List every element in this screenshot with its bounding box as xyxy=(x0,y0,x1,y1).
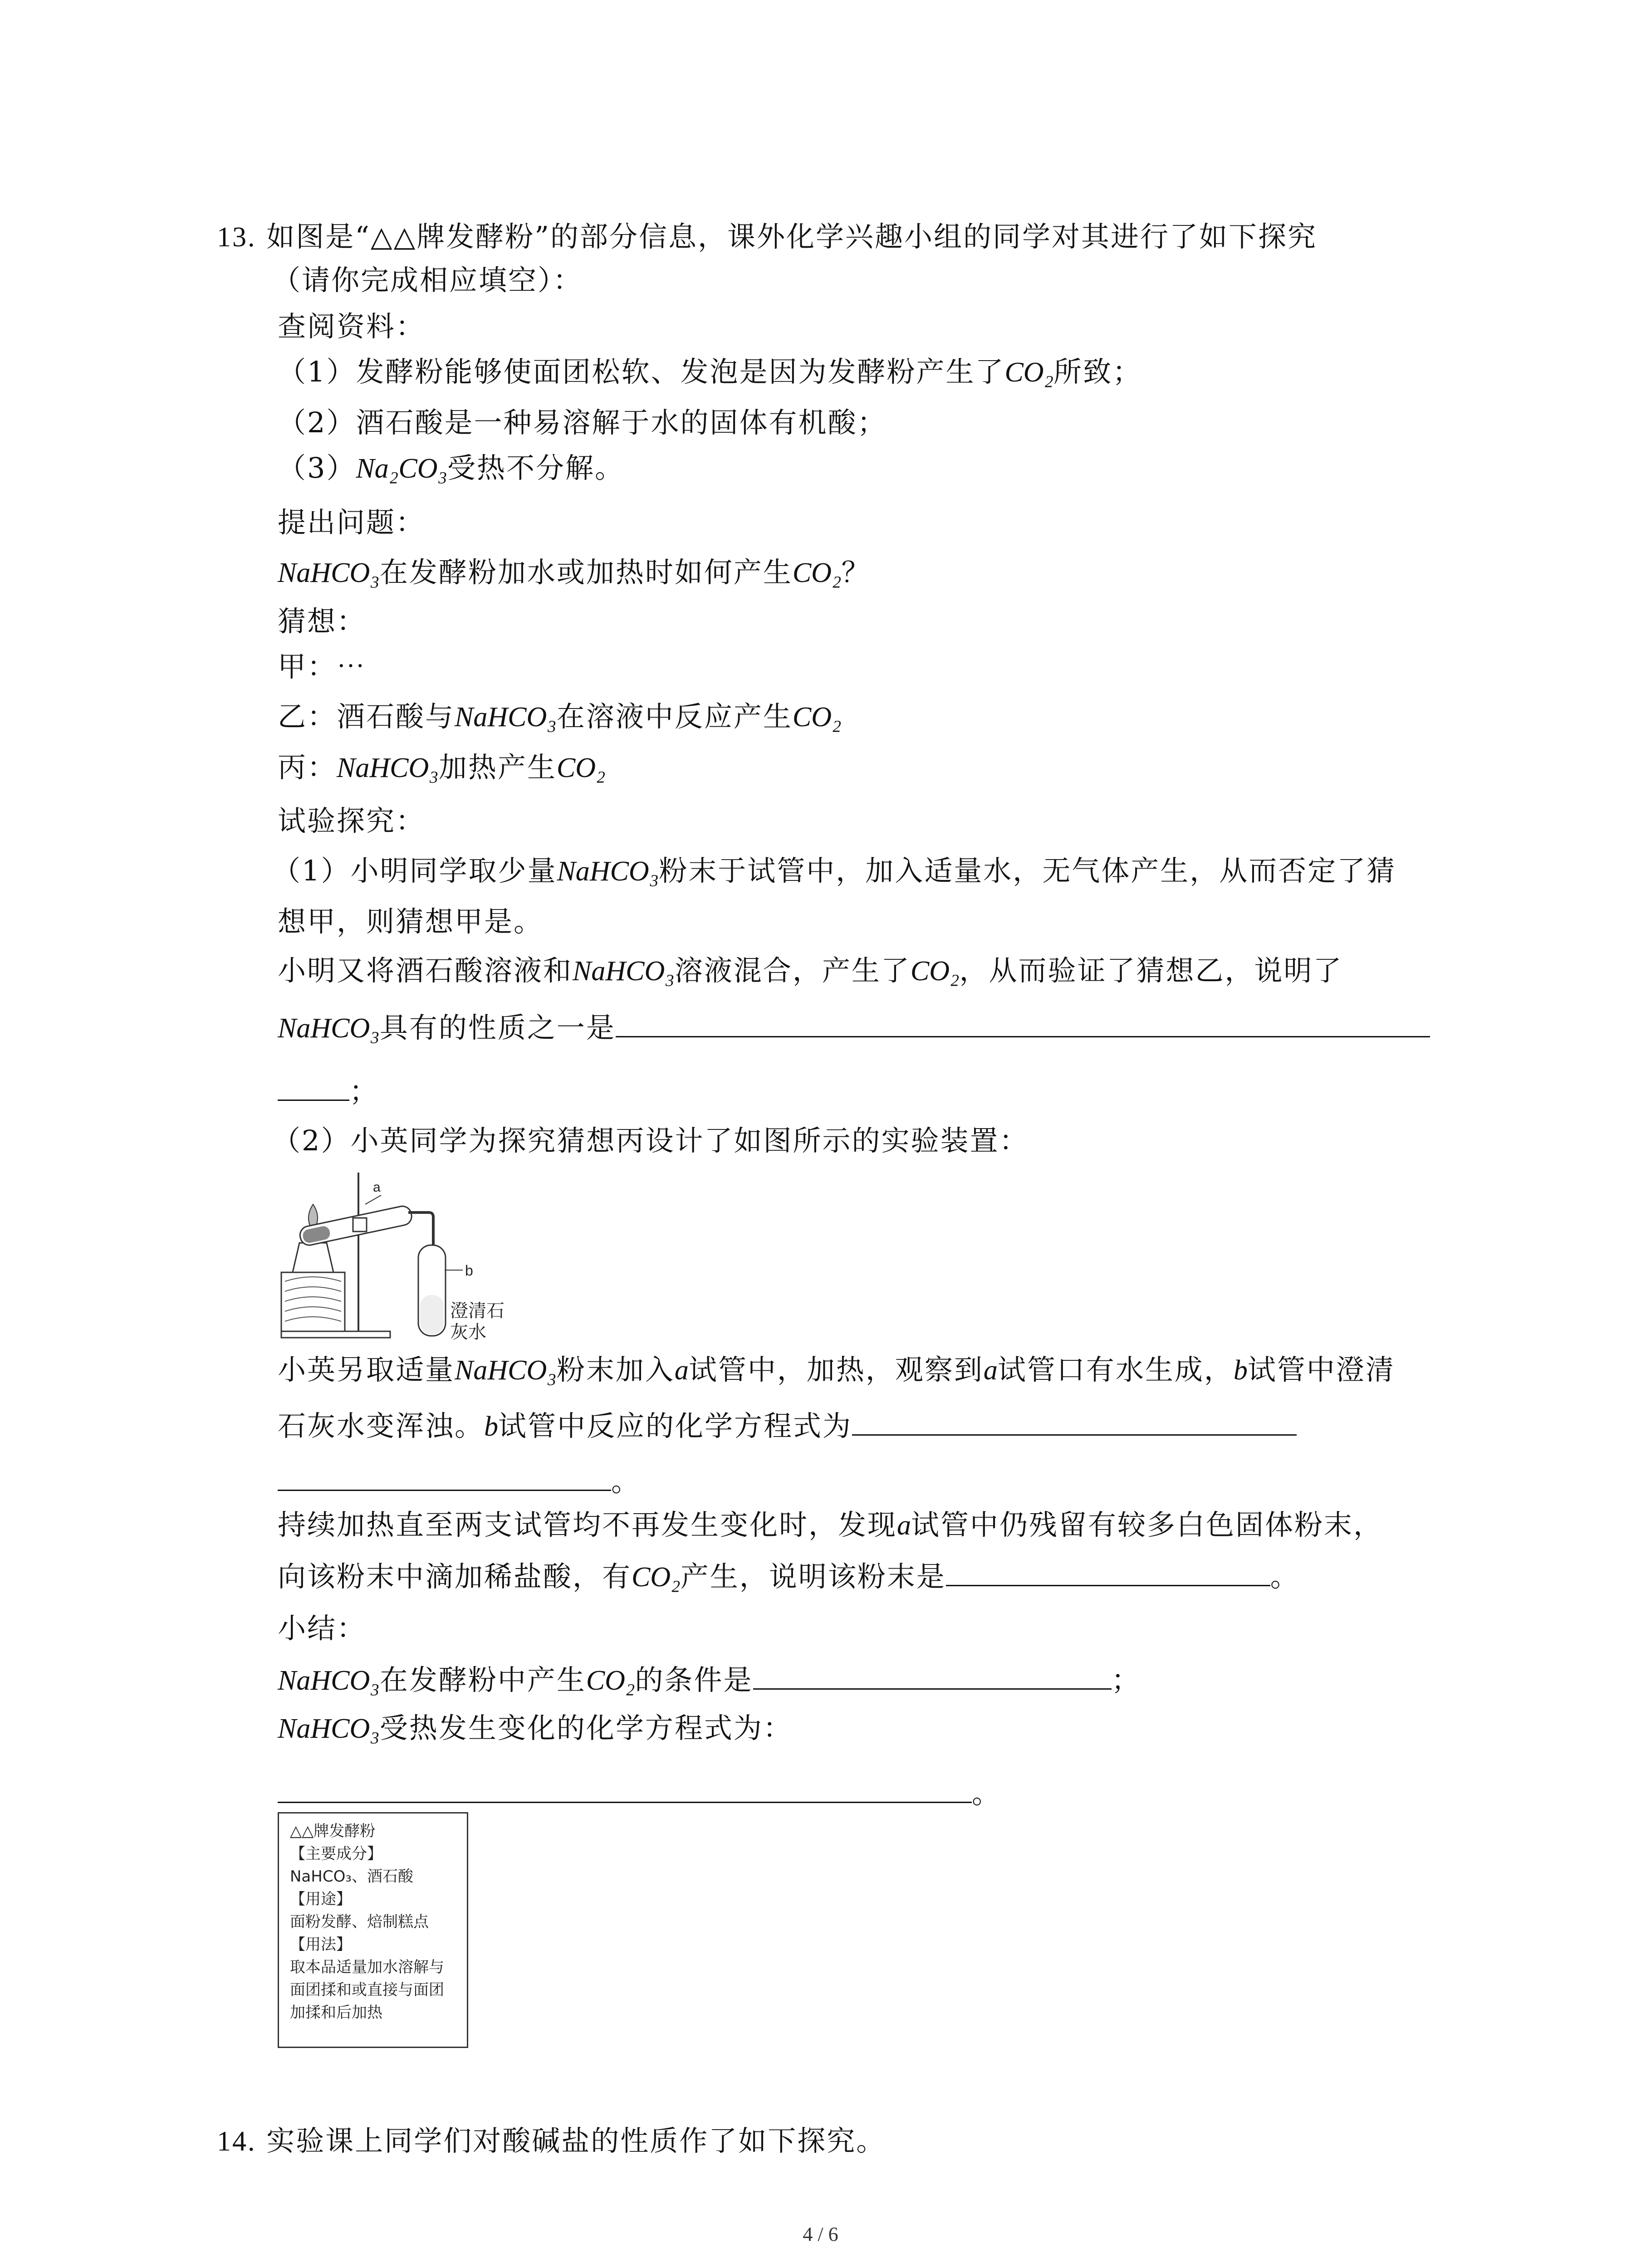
answer-blank[interactable] xyxy=(946,1557,1270,1586)
guess-heading: 猜想： xyxy=(278,605,367,638)
label-a: a xyxy=(373,1180,381,1195)
answer-blank[interactable] xyxy=(852,1406,1297,1436)
problem-text: NaHCO₃在发酵粉加水或加热时如何产生CO₂？ xyxy=(278,556,871,589)
q14-text: 14. 实验课上同学们对酸碱盐的性质作了如下探究。 xyxy=(217,2124,886,2157)
reference-item-3: （3）Na₂CO₃受热不分解。 xyxy=(278,451,625,484)
answer-blank[interactable] xyxy=(278,1461,611,1491)
reference-heading: 查阅资料： xyxy=(278,310,426,343)
q13-intro-text: 如图是“△△牌发酵粉”的部分信息，课外化学兴趣小组的同学对其进行了如下探究 xyxy=(266,220,1317,253)
card-title: △△牌发酵粉 xyxy=(290,1822,376,1840)
card-heading-ingredients: 【主要成分】 xyxy=(290,1845,382,1863)
question-number: 14. xyxy=(217,2126,256,2157)
guess-bing: 丙：NaHCO₃加热产生CO₂ xyxy=(278,751,606,784)
experiment-2-intro: （2）小英同学为探究猜想丙设计了如图所示的实验装置： xyxy=(272,1124,1029,1157)
answer-blank[interactable] xyxy=(278,1774,972,1803)
page-number: 4 / 6 xyxy=(803,2223,838,2245)
card-heading-directions: 【用法】 xyxy=(290,1936,352,1954)
experiment-1-line2: 想甲，则猜想甲是。 xyxy=(278,905,544,938)
q13-intro-line1 xyxy=(217,219,1317,255)
guess-jia: 甲：⋯ xyxy=(278,650,367,683)
card-directions-2: 面团揉和或直接与面团 xyxy=(290,1981,444,1999)
card-heading-usage: 【用途】 xyxy=(290,1890,352,1908)
card-usage: 面粉发酵、焙制糕点 xyxy=(290,1913,429,1931)
experiment-1-line3: 小明又将酒石酸溶液和NaHCO₃溶液混合，产生了CO₂，从而验证了猜想乙，说明了 xyxy=(278,954,1343,987)
q13-intro-line2: （请你完成相应填空）： xyxy=(272,264,583,297)
card-ingredients: NaHCO₃、酒石酸 xyxy=(290,1867,413,1886)
experiment-heading: 试验探究： xyxy=(278,804,426,837)
answer-blank[interactable] xyxy=(753,1660,1112,1690)
card-directions-3: 加揉和后加热 xyxy=(290,2004,382,2022)
experiment-1-line1: （1）小明同学取少量NaHCO₃粉末于试管中，加入适量水，无气体产生，从而否定了猜 xyxy=(272,854,1396,887)
question-number: 13. xyxy=(217,222,256,253)
label-b: b xyxy=(465,1262,473,1279)
guess-yi: 乙：酒石酸与NaHCO₃在溶液中反应产生CO₂ xyxy=(278,700,842,733)
experiment-2-line4: 持续加热直至两支试管均不再发生变化时，发现a试管中仍残留有较多白色固体粉末， xyxy=(278,1508,1383,1541)
card-directions-1: 取本品适量加水溶解与 xyxy=(290,1958,444,1976)
summary-line2: NaHCO₃受热发生变化的化学方程式为： xyxy=(278,1711,793,1745)
summary-line1: NaHCO₃在发酵粉中产生CO₂的条件是 ； xyxy=(278,1660,1141,1699)
experiment-2-line2: 石灰水变浑浊。b试管中反应的化学方程式为 xyxy=(278,1406,1297,1445)
summary-line3: 。 xyxy=(278,1774,1001,1812)
label-limewater-1: 澄清石 xyxy=(450,1300,505,1321)
answer-blank[interactable] xyxy=(616,1008,1430,1037)
experiment-2-line3: 。 xyxy=(278,1461,641,1500)
experiment-2-line1: 小英另取适量NaHCO₃粉末加入a试管中，加热，观察到a试管口有水生成，b试管中澄清 xyxy=(278,1353,1395,1386)
reference-item-2: （2）酒石酸是一种易溶解于水的固体有机酸； xyxy=(278,406,887,439)
answer-blank[interactable] xyxy=(278,1071,349,1101)
product-info-card xyxy=(278,1812,468,2048)
label-limewater-2: 灰水 xyxy=(450,1322,486,1343)
experiment-1-line5: ； xyxy=(278,1071,379,1110)
summary-heading: 小结： xyxy=(278,1612,367,1645)
reference-item-1: （1）发酵粉能够使面团松软、发泡是因为发酵粉产生了CO₂所致； xyxy=(278,355,1142,388)
problem-heading: 提出问题： xyxy=(278,506,426,539)
experiment-apparatus-figure xyxy=(272,1168,535,1343)
experiment-1-line4: NaHCO₃具有的性质之一是 xyxy=(278,1008,1430,1046)
experiment-2-line5: 向该粉末中滴加稀盐酸，有CO₂产生，说明该粉末是 。 xyxy=(278,1557,1300,1595)
